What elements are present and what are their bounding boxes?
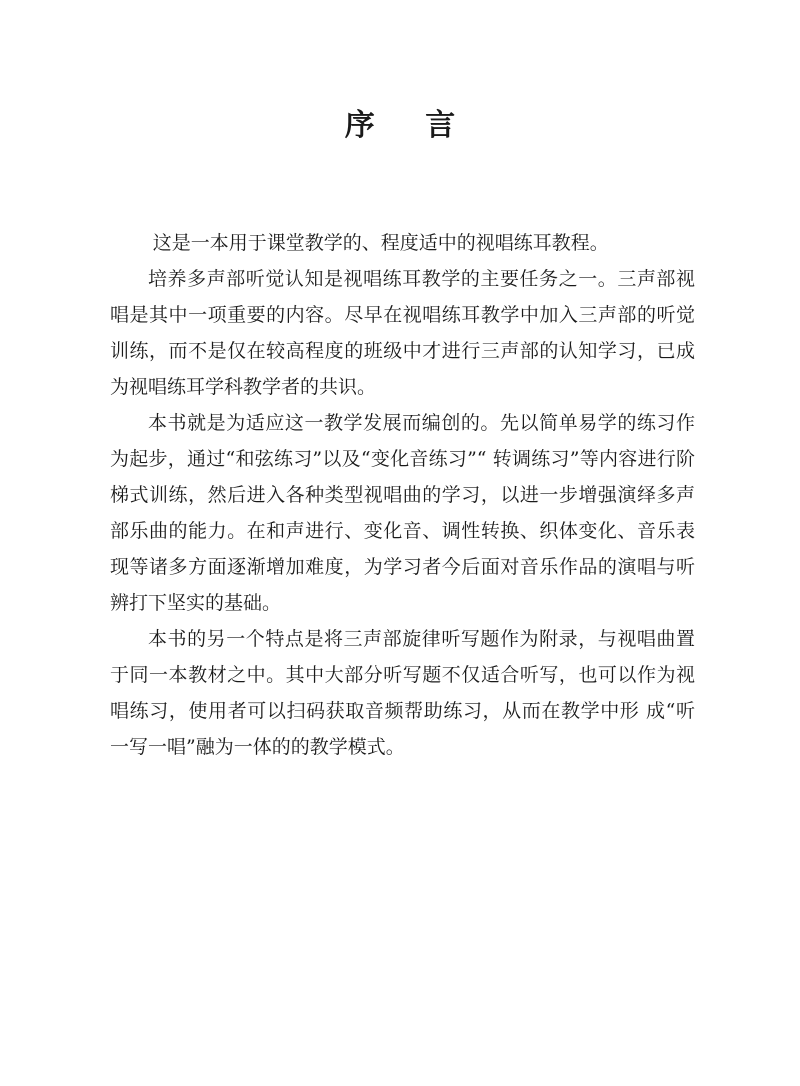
paragraph-feature: 本书的另一个特点是将三声部旋律听写题作为附录，与视唱曲置于同一本教材之中。其中大部分听写题不仅适合听写，也可以作为视唱练习，使用者可以扫码获取音频帮助练习，从而在教学中形 成“听一写一唱”融为一体的的教学模式。 (110, 628, 695, 758)
preface-body (110, 225, 695, 765)
paragraph-intro: 这是一本用于课堂教学的、程度适中的视唱练耳教程。 (152, 232, 609, 254)
paragraph-purpose: 培养多声部听觉认知是视唱练耳教学的主要任务之一。三声部视唱是其中一项重要的内容。尽早在视唱练耳教学中加入三声部的听觉训练，而不是仅在较高程度的班级中才进行三声部的认知学习，已成为视唱练耳学科教学者的共识。 (110, 268, 695, 398)
paragraph-structure: 本书就是为适应这一教学发展而编创的。先以简单易学的练习作为起步，通过“和弦练习”以及“变化音练习”“ 转调练习”等内容进行阶梯式训练，然后进入各种类型视唱曲的学习，以进一步增强演绎多声部乐曲的能力。在和声进行、变化音、调性转换、织体变化、音乐表现等诸多方面逐渐增加难度，为学习者今后面对音乐作品的演唱与听辨打下坚实的基础。 (110, 412, 695, 614)
page-title: 序 言 (344, 108, 476, 143)
